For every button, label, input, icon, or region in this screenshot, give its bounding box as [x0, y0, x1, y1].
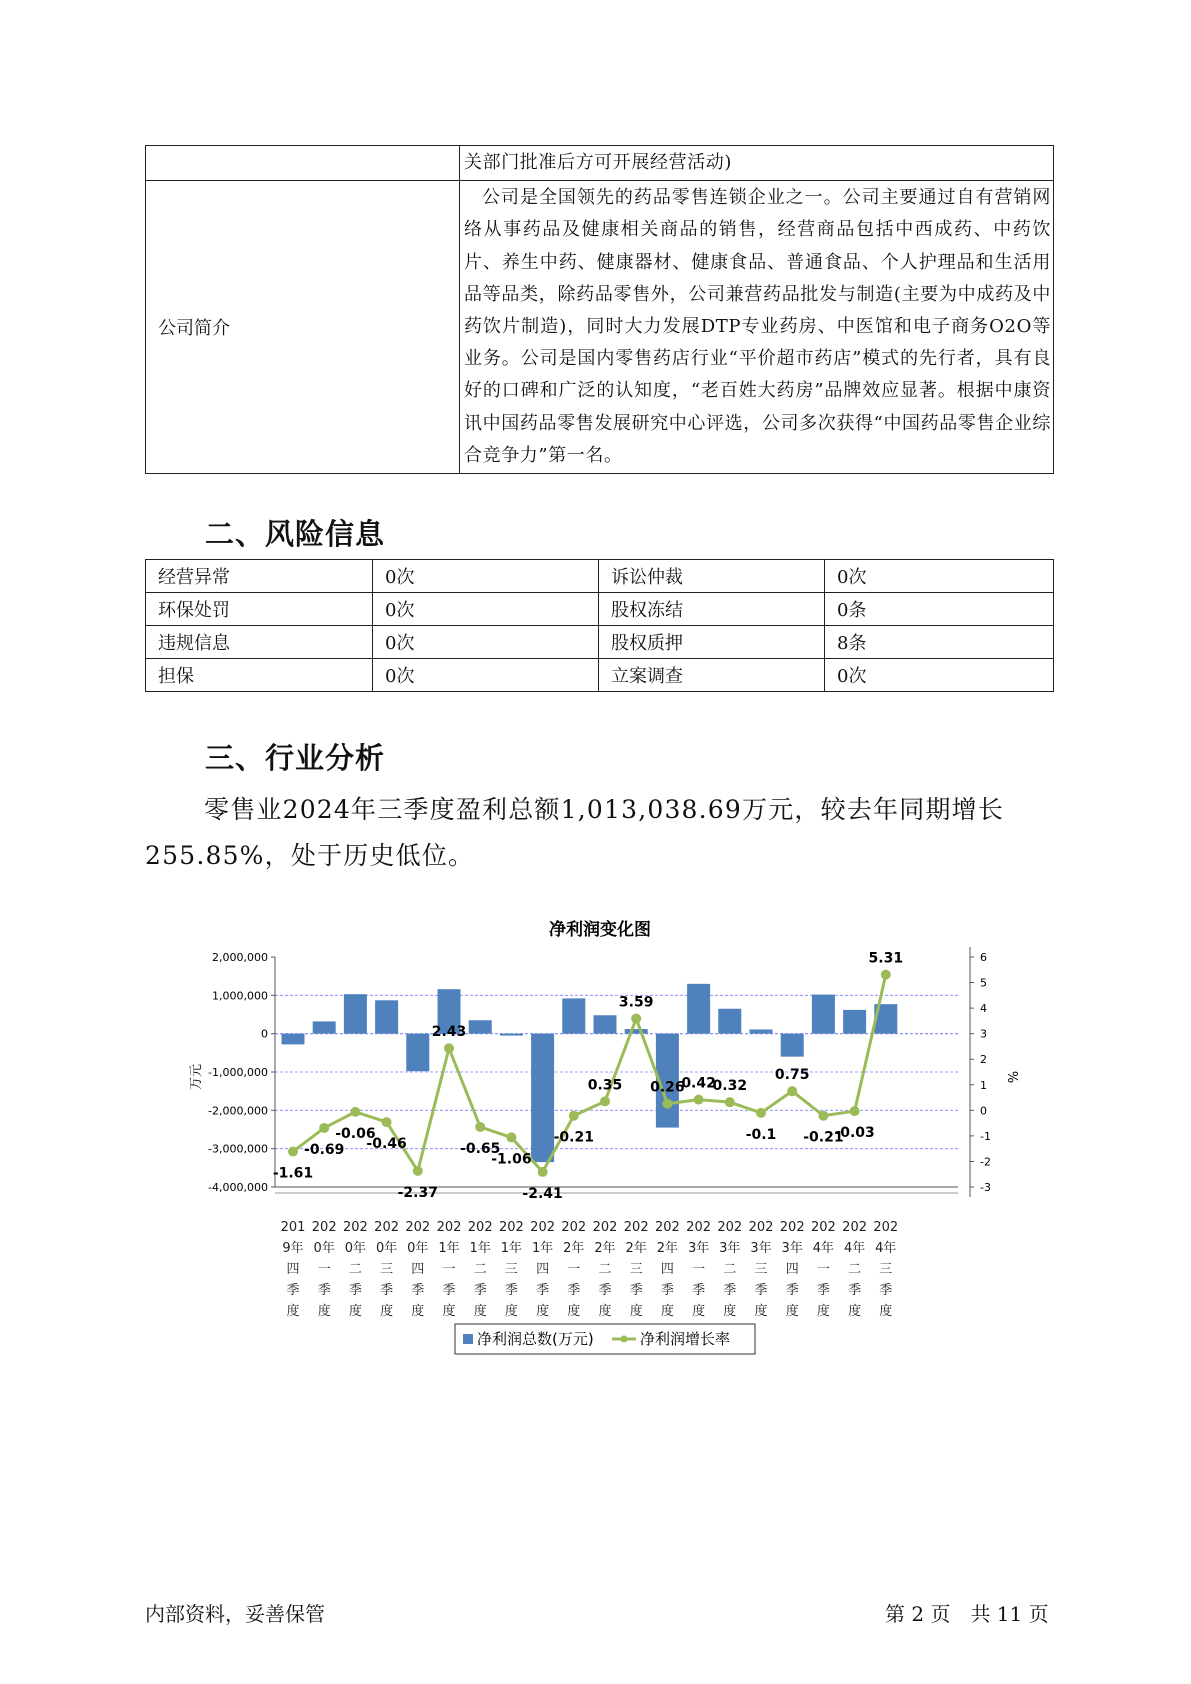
data-label: 2.43 — [431, 1024, 467, 1041]
category-label: 季 — [598, 1283, 612, 1298]
data-label: 3.59 — [618, 994, 654, 1011]
footer-page-number: 第 2 页 共 11 页 — [885, 1602, 1049, 1626]
data-label: -0.1 — [745, 1126, 777, 1143]
right-tick-label: -2 — [980, 1155, 991, 1169]
category-label: 四 — [411, 1262, 425, 1277]
legend-bar-swatch — [463, 1334, 473, 1344]
category-label: 度 — [504, 1304, 518, 1319]
bar — [344, 994, 367, 1033]
category-label: 202 — [374, 1220, 400, 1235]
category-label: 一 — [442, 1262, 456, 1277]
data-label: -2.37 — [397, 1184, 438, 1201]
data-label: -0.69 — [304, 1141, 345, 1158]
growth-point — [818, 1111, 828, 1121]
growth-point — [382, 1117, 392, 1127]
growth-point — [319, 1123, 329, 1133]
net-profit-chart — [170, 900, 1030, 1360]
category-label: 度 — [692, 1304, 706, 1319]
left-tick-label: -2,000,000 — [208, 1104, 268, 1118]
category-label: 202 — [717, 1220, 743, 1235]
growth-point — [350, 1107, 360, 1117]
business-scope-tail: 关部门批准后方可开展经营活动) — [460, 146, 1054, 181]
category-label: 2年 — [594, 1241, 616, 1256]
left-tick-label: 1,000,000 — [212, 989, 268, 1003]
growth-point — [475, 1122, 485, 1132]
category-label: 一 — [692, 1262, 706, 1277]
line-series — [273, 951, 903, 1202]
category-label: 四 — [660, 1262, 674, 1277]
risk-label: 担保 — [146, 659, 373, 692]
category-label: 202 — [873, 1220, 899, 1235]
risk-label: 经营异常 — [146, 560, 373, 593]
category-label: 202 — [311, 1220, 337, 1235]
category-label: 2年 — [625, 1241, 647, 1256]
bar — [843, 1010, 866, 1034]
category-label: 度 — [660, 1304, 674, 1319]
category-label: 度 — [473, 1304, 487, 1319]
data-label: -1.06 — [491, 1151, 532, 1168]
chart-legend — [455, 1324, 755, 1354]
category-label: 1年 — [500, 1241, 523, 1256]
bar — [375, 1000, 398, 1033]
category-label: 季 — [317, 1283, 331, 1298]
category-label: 9年 — [282, 1241, 304, 1256]
category-labels — [281, 1220, 899, 1319]
data-label: -0.46 — [366, 1136, 407, 1153]
data-label: 0.32 — [712, 1078, 748, 1095]
growth-point — [662, 1099, 672, 1109]
risk-value: 0次 — [373, 560, 599, 593]
growth-point — [600, 1096, 610, 1106]
growth-point — [569, 1111, 579, 1121]
bar — [750, 1029, 773, 1033]
growth-point — [787, 1086, 797, 1096]
category-label: 度 — [785, 1304, 799, 1319]
category-label: 度 — [317, 1304, 331, 1319]
category-label: 度 — [816, 1304, 830, 1319]
category-label: 1年 — [469, 1241, 491, 1256]
category-label: 二 — [348, 1262, 362, 1277]
bar — [500, 1034, 523, 1036]
category-label: 季 — [816, 1283, 830, 1298]
scope-label-cell — [146, 146, 460, 181]
category-label: 季 — [536, 1283, 550, 1298]
data-label: -0.21 — [803, 1129, 844, 1146]
risk-info-table — [145, 559, 1054, 692]
legend-line-marker — [621, 1336, 628, 1343]
category-label: 四 — [785, 1262, 799, 1277]
paragraph-line: 零售业2024年三季度盈利总额1,013,038.69万元，较去年同期增长 — [204, 795, 1005, 824]
bar — [812, 995, 835, 1034]
data-label: -2.41 — [522, 1185, 563, 1202]
data-label: 0.42 — [681, 1075, 716, 1092]
category-label: 季 — [692, 1283, 706, 1298]
category-label: 度 — [848, 1304, 862, 1319]
category-label: 202 — [498, 1220, 524, 1235]
category-label: 度 — [348, 1304, 362, 1319]
category-label: 季 — [754, 1283, 768, 1298]
category-label: 度 — [754, 1304, 768, 1319]
legend-bar-label: 净利润总数(万元) — [477, 1330, 594, 1348]
table-row — [146, 659, 1054, 692]
right-tick-label: 0 — [980, 1104, 987, 1118]
bar — [718, 1009, 741, 1034]
data-label: 0.35 — [587, 1077, 623, 1094]
right-tick-label: 5 — [980, 976, 987, 990]
category-label: 202 — [779, 1220, 805, 1235]
data-label: 5.31 — [868, 950, 904, 967]
bar — [282, 1034, 305, 1045]
category-label: 202 — [592, 1220, 618, 1235]
bar — [687, 984, 710, 1034]
category-label: 0年 — [407, 1241, 429, 1256]
category-label: 度 — [442, 1304, 456, 1319]
category-label: 度 — [567, 1304, 581, 1319]
company-info-table — [145, 145, 1054, 474]
category-label: 201 — [280, 1220, 306, 1235]
growth-point — [506, 1132, 516, 1142]
table-row — [146, 626, 1054, 659]
left-axis-label: 万元 — [189, 1063, 204, 1091]
section-title-risk: 二、风险信息 — [205, 517, 386, 551]
category-label: 季 — [286, 1283, 300, 1298]
category-label: 季 — [504, 1283, 518, 1298]
industry-paragraph — [145, 787, 1040, 879]
category-label: 季 — [879, 1283, 893, 1298]
category-label: 2年 — [656, 1241, 679, 1256]
growth-point — [850, 1106, 860, 1116]
category-label: 度 — [629, 1304, 643, 1319]
paragraph-line: 255.85%，处于历史低位。 — [145, 841, 475, 870]
risk-value: 8条 — [825, 626, 1054, 659]
right-tick-label: 1 — [980, 1078, 987, 1092]
category-label: 3年 — [750, 1241, 772, 1256]
chart-title: 净利润变化图 — [549, 920, 651, 940]
risk-label: 诉讼仲裁 — [599, 560, 825, 593]
right-tick-label: -3 — [980, 1181, 991, 1194]
risk-value: 0次 — [373, 626, 599, 659]
category-label: 三 — [879, 1262, 893, 1277]
right-tick-label: 6 — [980, 951, 987, 964]
category-label: 202 — [405, 1220, 431, 1235]
category-label: 0年 — [375, 1241, 398, 1256]
category-label: 0年 — [313, 1241, 335, 1256]
category-label: 202 — [686, 1220, 712, 1235]
category-label: 1年 — [531, 1241, 554, 1256]
data-label: -0.65 — [460, 1140, 501, 1157]
growth-point — [413, 1166, 423, 1176]
bar — [406, 1034, 429, 1072]
category-label: 季 — [380, 1283, 394, 1298]
category-label: 202 — [810, 1220, 836, 1235]
left-tick-label: -4,000,000 — [208, 1181, 268, 1194]
data-label: 0.26 — [650, 1079, 685, 1096]
risk-label: 违规信息 — [146, 626, 373, 659]
category-label: 季 — [411, 1283, 425, 1298]
category-label: 二 — [848, 1262, 862, 1277]
growth-point — [444, 1043, 454, 1053]
category-label: 季 — [785, 1283, 799, 1298]
category-label: 二 — [473, 1262, 487, 1277]
category-label: 202 — [530, 1220, 556, 1235]
category-label: 3年 — [687, 1241, 710, 1256]
legend-line-label: 净利润增长率 — [640, 1330, 731, 1348]
category-label: 季 — [348, 1283, 362, 1298]
category-label: 一 — [816, 1262, 830, 1277]
category-label: 202 — [748, 1220, 774, 1235]
section-title-industry: 三、行业分析 — [205, 741, 386, 775]
risk-value: 0次 — [825, 560, 1054, 593]
profile-label: 公司简介 — [146, 181, 460, 474]
bar — [594, 1015, 617, 1033]
category-label: 1年 — [438, 1241, 460, 1256]
category-label: 202 — [436, 1220, 462, 1235]
category-label: 季 — [473, 1283, 487, 1298]
category-label: 202 — [467, 1220, 493, 1235]
data-label: -0.03 — [834, 1125, 875, 1142]
left-tick-label: 2,000,000 — [212, 951, 268, 964]
category-label: 度 — [536, 1304, 550, 1319]
risk-label: 股权冻结 — [599, 593, 825, 626]
left-tick-label: 0 — [261, 1027, 268, 1041]
category-label: 4年 — [812, 1241, 835, 1256]
category-label: 四 — [536, 1262, 550, 1277]
category-label: 季 — [629, 1283, 643, 1298]
category-label: 3年 — [781, 1241, 803, 1256]
category-label: 一 — [567, 1262, 581, 1277]
category-label: 三 — [629, 1262, 643, 1277]
risk-value: 0次 — [825, 659, 1054, 692]
risk-label: 股权质押 — [599, 626, 825, 659]
bar — [625, 1029, 648, 1034]
category-label: 三 — [504, 1262, 518, 1277]
data-label: -0.21 — [553, 1129, 594, 1146]
category-label: 202 — [623, 1220, 649, 1235]
category-label: 度 — [411, 1304, 425, 1319]
risk-value: 0次 — [373, 593, 599, 626]
category-label: 202 — [342, 1220, 368, 1235]
category-label: 四 — [286, 1262, 300, 1277]
data-label: 0.75 — [774, 1067, 810, 1084]
category-label: 202 — [842, 1220, 868, 1235]
category-label: 三 — [380, 1262, 394, 1277]
right-tick-label: 2 — [980, 1053, 987, 1067]
growth-point — [881, 970, 891, 980]
bar — [562, 998, 585, 1033]
category-label: 202 — [561, 1220, 587, 1235]
right-tick-label: 4 — [980, 1002, 987, 1016]
category-label: 季 — [723, 1283, 737, 1298]
category-label: 度 — [723, 1304, 737, 1319]
category-label: 季 — [660, 1283, 674, 1298]
category-label: 度 — [380, 1304, 394, 1319]
bar — [781, 1034, 804, 1057]
category-label: 季 — [848, 1283, 862, 1298]
growth-point — [538, 1167, 548, 1177]
category-label: 0年 — [344, 1241, 367, 1256]
category-label: 季 — [567, 1283, 581, 1298]
bar — [469, 1020, 492, 1033]
growth-point — [756, 1108, 766, 1118]
category-label: 202 — [654, 1220, 680, 1235]
table-row — [146, 560, 1054, 593]
right-tick-label: -1 — [980, 1129, 991, 1143]
footer-left: 内部资料，妥善保管 — [145, 1602, 325, 1626]
data-label: -0.06 — [335, 1125, 376, 1142]
category-label: 三 — [754, 1262, 768, 1277]
data-label: -1.61 — [272, 1165, 314, 1182]
category-label: 4年 — [875, 1241, 897, 1256]
right-axis-label: % — [1004, 1070, 1019, 1084]
company-profile-cell — [460, 181, 1054, 474]
category-label: 2年 — [563, 1241, 585, 1256]
risk-value: 0条 — [825, 593, 1054, 626]
category-label: 度 — [598, 1304, 612, 1319]
growth-point — [694, 1095, 704, 1105]
category-label: 3年 — [719, 1241, 741, 1256]
bar — [531, 1034, 554, 1162]
risk-value: 0次 — [373, 659, 599, 692]
category-label: 度 — [286, 1304, 300, 1319]
right-tick-label: 3 — [980, 1027, 987, 1041]
category-label: 二 — [598, 1262, 612, 1277]
risk-label: 环保处罚 — [146, 593, 373, 626]
category-label: 度 — [879, 1304, 893, 1319]
category-label: 季 — [442, 1283, 456, 1298]
growth-point — [725, 1097, 735, 1107]
category-label: 一 — [317, 1262, 331, 1277]
risk-label: 立案调查 — [599, 659, 825, 692]
company-profile-text: 公司是全国领先的药品零售连锁企业之一。公司主要通过自有营销网络从事药品及健康相关商品的销售，经营商品包括中西成药、中药饮片、养生中药、健康器材、健康食品、普通食品、个人护理品和生活用品等品类，除药品零售外，公司兼营药品批发与制造(主要为中成药及中药饮片制造)，同时大力发展DTP专业药房、中医馆和电子商务O2O等业务。公司是国内零售药店行业“平价超市药店”模式的先行者，具有良好的口碑和广泛的认知度，“老百姓大药房”品牌效应显著。根据中康资讯中国药品零售发展研究中心评选，公司多次获得“中国药品零售企业综合竞争力”第一名。 — [464, 187, 1051, 466]
left-tick-label: -1,000,000 — [208, 1066, 268, 1079]
bar — [313, 1021, 336, 1033]
growth-point — [288, 1146, 298, 1156]
category-label: 二 — [723, 1262, 737, 1277]
category-label: 4年 — [843, 1241, 866, 1256]
growth-point — [631, 1014, 641, 1024]
table-row — [146, 593, 1054, 626]
left-tick-label: -3,000,000 — [208, 1142, 268, 1156]
